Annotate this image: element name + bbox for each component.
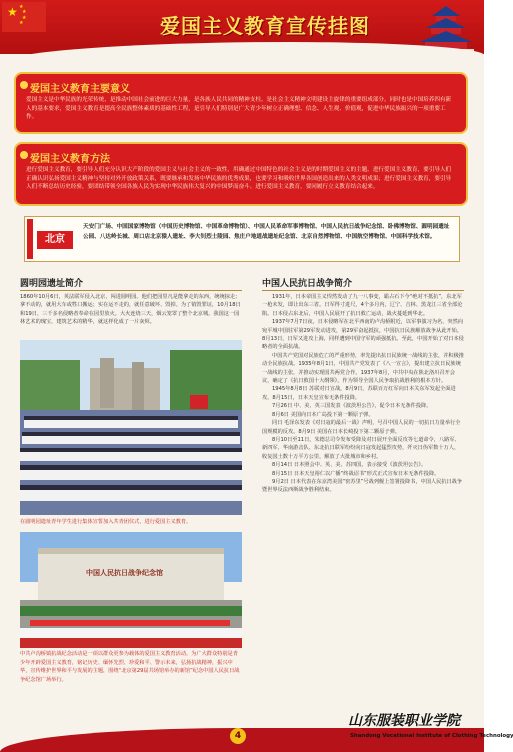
heading-divider xyxy=(20,290,242,291)
national-flag-icon: ★ ★ ★ ★ ★ xyxy=(2,2,46,32)
header-banner xyxy=(0,0,484,54)
poster-title: 爱国主义教育宣传挂图 xyxy=(160,14,370,38)
methods-heading: 爱国主义教育方法 xyxy=(30,154,110,165)
paragraph: 7月26日 中、美、英三国发表《波茨坦公告》，促令日本无条件投降。 xyxy=(272,403,432,410)
bullet-icon xyxy=(20,151,28,159)
war-history-heading: 中国人民抗日战争简介 xyxy=(262,279,353,289)
photo2-caption: 中共卢沟桥镇抗战纪念活动是一项以群众更参为载体的爱国主义教育活动。为广大群众特别是青少年开辟爱国主义教育，铭记历史、缅怀先烈、珍爱和平、警示未来，弘扬抗战精神，振兴中华，宣传维护世界和平与发展的主题，围绕“北京第29届共场馆举办的新馆”纪念中国人民抗日战争纪念馆广场举行。 xyxy=(20,651,240,683)
page-number: 4 xyxy=(230,728,246,744)
decorative-bar xyxy=(27,219,33,259)
yuanmingyuan-heading: 圆明园遗址简介 xyxy=(20,279,84,289)
beijing-sites-text: 天安门广场、中国国家博物馆（中国历史博物馆、中国革命博物馆）、中国人民革命军事博物馆、中国人民抗日战争纪念馆、卧佛博物馆、圆明园遗址公园、八达岭长城、周口店北京猿人遗址、李大钊烈士陵园、焦庄户地道战遗址纪念馆、北京自然博物馆、中国航空博物馆、中国科学技术馆。 xyxy=(83,224,450,240)
paragraph: 8月15日 日本天皇裕仁以广播“终战诏书”形式正式宣布日本无条件投降。 xyxy=(272,470,440,477)
methods-text: 进行爱国主义教育，要引导人们充分认识大产阶段的爱国主义与社会主义的一致性，用确通过中国特色的社会主义是的时期爱国主义的主题。进行爱国主义教育，要引导人们正确认识弘扬爱国主义精神与坚持对外开放政策关系，既要继承和发扬中华民族的优秀成果，也要学习和吸收世界各国创造出来的人类文明成果；进行爱国主义教育，要引导人们不断总结历史经验，要团结带领全国各族人民为实现中华民族伟大复兴的中国梦而奋斗。进行爱国主义教育，要同履行立义教育结合起来。 xyxy=(26,167,452,191)
paragraph: 8月14日 日本照会中、英、美、苏四国，表示接受《波茨坦公告》。 xyxy=(272,462,427,469)
school-name: 山东服装职业学院 xyxy=(348,713,460,729)
significance-text: 爱国主义是中华民族的光荣传统，是推动中国社会前进的巨大力量，是各族人民共同的精神支柱。是社会主义精神文明建设主旋律的重要组成部分。同时也是中国培养四有新人的基本要求，爱国主义教育是提高全民族整体素质的基础性工程，是引导人们特别是广大青少年树立正确理想、信念、人生观、价值观，促进中华民族振兴的一项重要工作。 xyxy=(26,97,452,121)
beijing-label: 北京 xyxy=(37,231,73,249)
bullet-icon xyxy=(20,81,28,89)
beijing-sites-panel xyxy=(24,216,460,262)
methods-panel xyxy=(14,142,468,206)
paragraph: 1945年8月8日 苏联对日宣战，8月9日，苏联百万红军向日本关东军发起全面进攻。8月15日，日本天皇宣布无条件投降。 xyxy=(262,386,456,401)
yuanmingyuan-text: 1860年10月6日，英法联军侵入北京，闯进圆明园。他们把园里凡是能拿走的东西，统统掠走；拿不动的，就用大车或牲口搬运；实在运不走的，就任意破坏、毁掉。为了销毁罪证，10月18日和19日，三千多名侵略者奉命在园里放火。大火连烧三天，烟云笼罩了整个北京城。我国这一园林艺术的瑰宝，建筑艺术的精华，就这样化成了一片灰烬。 xyxy=(20,294,241,326)
significance-heading: 爱国主义教育主要意义 xyxy=(30,84,130,95)
paragraph: 同日 毛泽东发表《对日寇的最后一战》声明，号召中国人民的一切抗日力量举行全国规模的反攻。8月9日 美国在日本长崎投下第二颗原子弹。 xyxy=(262,420,461,435)
paragraph: 8月10日至11日，朱德总司令发布受降及对日展开全面反攻等七道命令，八路军、新四军、华南游击队、东北抗日联军纷纷向日寇发起猛烈攻势，歼灭日伪军数十万人，收复国土数十万平方公里，解放了大批城市和乡村。 xyxy=(262,436,460,460)
photo1-caption: 在圆明园遗址青年学生进行集体宣誓加入共青团仪式，进行爱国主义教育。 xyxy=(20,519,192,525)
photo-war-museum xyxy=(20,532,242,648)
school-name-english: Shandong Vocational Institute of Clothing Technology xyxy=(350,733,513,739)
paragraph: 1931年，日本帝国主义悍然发动了九一八事变，霸占石下今“绝对不抵抗”，东北军一枪未发，即让出东三省。日军得寸进尺，4个多月内，辽宁、吉林、黑龙江三省全部沦陷。日本侵占东北后，中国人民展开了抗日救亡运动，战火蔓延到华北。 xyxy=(262,294,463,317)
header-swoosh xyxy=(0,42,484,64)
heading-divider xyxy=(262,290,464,291)
paragraph: 中国共产党国对民族危亡的严重形势，率先提出抗日民族统一战线的主张，并积极推动全民族抗战。1935年8月1日，中国共产党发表了《八一宣言》，提出建立抗日民族统一战线的主张，并推动实现国共两党合作。1937年8月，中共中央在陕北洛川召开会议，确定了《抗日救国十大纲领》，作为领导全国人民争取抗战胜利的根本方针。 xyxy=(262,352,464,385)
paragraph: 1937年7月7日夜，日本侵略军在北平西南的卢沟桥附近，以军事演习为名，突然向宛平城中国驻军第29军发动进攻，第29军奋起抵抗，中国抗日民族解放战争从此开始。8月13日，日军又进攻上海，同样遭到中国守军的顽强抵抗。至此，中国开始了对日本侵略者的全面抗战。 xyxy=(262,319,464,351)
museum-sign: 中国人民抗日战争纪念馆 xyxy=(86,568,163,577)
war-history-text xyxy=(262,293,464,699)
photo-students-oath xyxy=(20,340,242,515)
paragraph: 9月2日 日本代表在东京湾美国“密苏里”号战列舰上签署投降书，中国人民抗日战争暨世界反法西斯战争胜利结束。 xyxy=(262,478,463,494)
paragraph: 8月6日 美国向日本广岛投下第一颗原子弹。 xyxy=(272,411,374,418)
significance-panel xyxy=(14,72,468,134)
